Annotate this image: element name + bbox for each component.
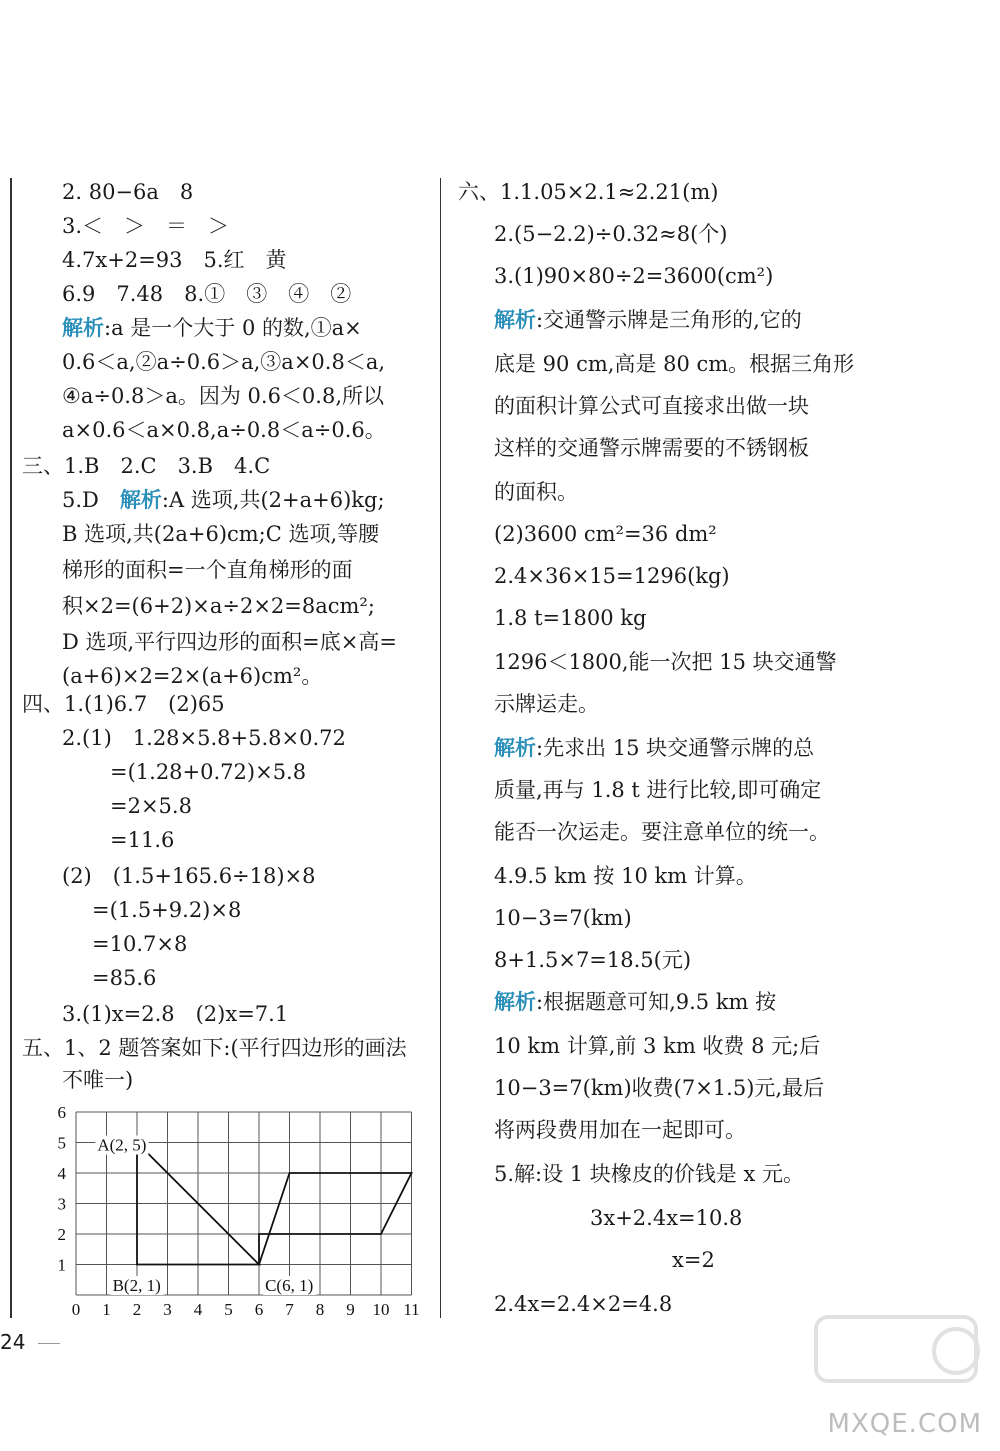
left-line-19: =2×5.8	[110, 794, 192, 818]
right-line-27: 2.4x=2.4×2=4.8	[494, 1292, 673, 1316]
left-line-10-answer: 5.D	[62, 488, 120, 512]
x-tick-label: 1	[102, 1300, 111, 1319]
y-tick-label: 3	[57, 1194, 66, 1214]
point-label-a: A(2, 5)	[97, 1135, 147, 1155]
left-line-9: 三、1.B 2.C 3.B 4.C	[22, 454, 271, 478]
left-line-23: =10.7×8	[92, 932, 188, 956]
right-line-13: 示牌运走。	[494, 692, 599, 716]
left-line-27: 不唯一)	[62, 1068, 134, 1092]
left-line-5-text: :a 是一个大于 0 的数,①a×	[104, 316, 362, 340]
x-tick-label: 7	[285, 1300, 294, 1319]
left-line-2: 3.＜ ＞ ＝ ＞	[62, 214, 230, 238]
left-line-21: (2) (1.5+165.6÷18)×8	[62, 864, 316, 888]
coordinate-grid	[50, 1100, 435, 1325]
x-tick-label: 9	[346, 1300, 355, 1319]
right-line-1: 六、1.1.05×2.1≈2.21(m)	[458, 180, 719, 204]
left-line-4: 6.9 7.48 8.① ③ ④ ②	[62, 282, 352, 306]
y-tick-label: 1	[57, 1255, 66, 1275]
x-tick-label: 0	[71, 1300, 81, 1319]
page-number-rule	[38, 1343, 60, 1344]
x-tick-label: 8	[315, 1300, 325, 1319]
right-line-24: 5.解:设 1 块橡皮的价钱是 x 元。	[494, 1162, 805, 1186]
right-line-10: 2.4×36×15=1296(kg)	[494, 564, 730, 588]
analysis-label: 解析	[62, 316, 104, 340]
right-line-12: 1296＜1800,能一次把 15 块交通警	[494, 650, 837, 674]
left-line-11: B 选项,共(2a+6)cm;C 选项,等腰	[62, 522, 380, 546]
page-number: 24	[0, 1330, 26, 1354]
x-tick-label: 2	[132, 1300, 142, 1319]
right-line-18: 10−3=7(km)	[494, 906, 632, 930]
left-line-25: 3.(1)x=2.8 (2)x=7.1	[62, 1002, 289, 1026]
right-line-21: 10 km 计算,前 3 km 收费 8 元;后	[494, 1034, 821, 1058]
left-line-22: =(1.5+9.2)×8	[92, 898, 242, 922]
point-label-b: B(2, 1)	[112, 1276, 161, 1295]
right-line-25: 3x+2.4x=10.8	[590, 1206, 743, 1230]
left-line-26: 五、1、2 题答案如下:(平行四边形的画法	[22, 1036, 407, 1060]
watermark-text: MXQE.COM	[827, 1409, 982, 1439]
left-line-10	[62, 486, 385, 514]
right-line-23: 将两段费用加在一起即可。	[494, 1118, 746, 1142]
right-line-3: 3.(1)90×80÷2=3600(cm²)	[494, 264, 774, 288]
left-margin-rule	[10, 178, 12, 1318]
right-line-19: 8+1.5×7=18.5(元)	[494, 948, 692, 972]
y-tick-label: 5	[57, 1133, 66, 1153]
left-line-1: 2. 80−6a 8	[62, 180, 194, 204]
left-line-15: (a+6)×2=2×(a+6)cm²。	[62, 664, 323, 688]
left-line-10-text: :A 选项,共(2+a+6)kg;	[161, 488, 385, 512]
parallelogram	[259, 1173, 412, 1265]
right-line-15: 质量,再与 1.8 t 进行比较,即可确定	[494, 778, 822, 802]
analysis-label: 解析	[494, 990, 536, 1014]
right-line-8: 的面积。	[494, 480, 578, 504]
x-tick-label: 10	[372, 1300, 390, 1319]
y-tick-label: 2	[57, 1225, 66, 1244]
left-line-18: =(1.28+0.72)×5.8	[110, 760, 307, 784]
right-line-20	[494, 988, 776, 1016]
right-line-11: 1.8 t=1800 kg	[494, 606, 647, 630]
right-line-16: 能否一次运走。要注意单位的统一。	[494, 820, 830, 844]
x-tick-label: 4	[193, 1300, 203, 1319]
analysis-label: 解析	[119, 488, 162, 512]
right-line-26: x=2	[672, 1248, 715, 1272]
right-line-22: 10−3=7(km)收费(7×1.5)元,最后	[494, 1076, 825, 1100]
left-line-5	[62, 314, 362, 342]
left-line-7: ④a÷0.8＞a。因为 0.6＜0.8,所以	[62, 384, 385, 408]
right-line-5: 底是 90 cm,高是 80 cm。根据三角形	[494, 352, 855, 376]
left-line-20: =11.6	[110, 828, 175, 852]
x-tick-label: 6	[254, 1300, 264, 1319]
left-line-13: 积×2=(6+2)×a÷2×2=8acm²;	[62, 594, 375, 618]
left-line-3: 4.7x+2=93 5.红 黄	[62, 248, 287, 272]
right-line-20-text: :根据题意可知,9.5 km 按	[536, 990, 777, 1014]
right-line-14-text: :先求出 15 块交通警示牌的总	[536, 736, 815, 760]
left-line-24: =85.6	[92, 966, 157, 990]
left-line-16: 四、1.(1)6.7 (2)65	[22, 692, 225, 716]
y-tick-label: 6	[57, 1103, 66, 1122]
right-line-17: 4.9.5 km 按 10 km 计算。	[494, 864, 757, 888]
column-divider	[440, 178, 441, 1318]
y-tick-label: 4	[57, 1164, 66, 1183]
right-line-6: 的面积计算公式可直接求出做一块	[494, 394, 809, 418]
right-line-2: 2.(5−2.2)÷0.32≈8(个)	[494, 222, 728, 246]
right-line-14	[494, 734, 814, 762]
left-line-14: D 选项,平行四边形的面积=底×高=	[62, 630, 397, 654]
right-line-7: 这样的交通警示牌需要的不锈钢板	[494, 436, 809, 460]
x-tick-label: 11	[403, 1300, 420, 1319]
right-line-9: (2)3600 cm²=36 dm²	[494, 522, 717, 546]
analysis-label: 解析	[494, 736, 536, 760]
right-line-4	[494, 306, 802, 334]
x-tick-label: 3	[163, 1300, 172, 1319]
point-label-c: C(6, 1)	[265, 1276, 314, 1295]
left-line-12: 梯形的面积=一个直角梯形的面	[62, 558, 353, 582]
left-line-17: 2.(1) 1.28×5.8+5.8×0.72	[62, 726, 346, 750]
left-line-6: 0.6＜a,②a÷0.6＞a,③a×0.8＜a,	[62, 350, 386, 374]
analysis-label: 解析	[494, 308, 536, 332]
right-line-4-text: :交通警示牌是三角形的,它的	[536, 308, 802, 332]
x-tick-label: 5	[224, 1300, 233, 1319]
left-line-8: a×0.6＜a×0.8,a÷0.8＜a÷0.6。	[62, 418, 386, 442]
